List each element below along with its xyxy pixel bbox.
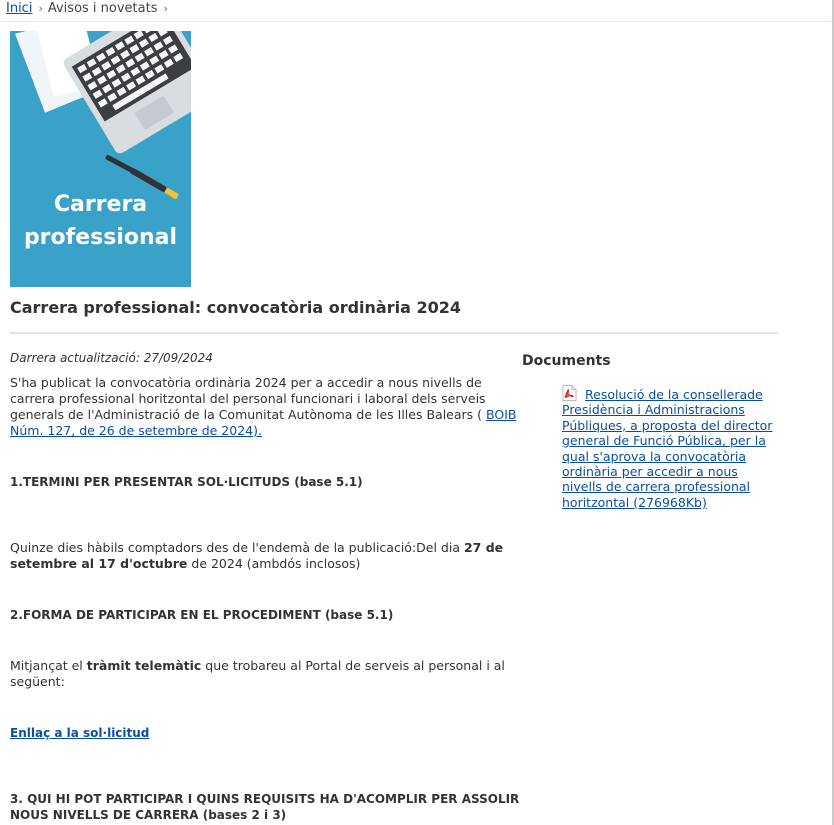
section-1-dates: 27 de setembre al 17 d'octubre (10, 540, 504, 571)
last-updated-date: Darrera actualització: 27/09/2024 (10, 351, 213, 365)
section-2-text-b: que trobareu al Portal de serveis al personal i al següent: (10, 658, 505, 689)
main-content (10, 351, 522, 822)
breadcrumb (6, 1, 173, 16)
documents-panel (522, 353, 782, 510)
application-link[interactable]: Enllaç a la sol·licitud (10, 726, 150, 740)
top-bar (0, 0, 831, 22)
section-2-title: 2.FORMA DE PARTICIPAR EN EL PROCEDIMENT (base 5.1) (10, 608, 394, 622)
page-title: Carrera professional: convocatòria ordinària 2024 (10, 298, 461, 317)
section-1-title: 1.TERMINI PER PRESENTAR SOL·LICITUDS (base 5.1) (10, 475, 363, 489)
section-2-bold: tràmit telemàtic (86, 658, 202, 673)
section-3-title: 3. QUI HI POT PARTICIPAR I QUINS REQUISITS HA D'ACOMPLIR PER ASSOLIR NOUS NIVELLS DE CARRERA (bases 2 i 3) (10, 792, 520, 822)
hero-title (10, 188, 191, 254)
breadcrumb-current: Avisos i novetats (47, 1, 158, 16)
intro-paragraph (10, 375, 522, 439)
hero-banner (10, 31, 191, 287)
hero-title-line-1: Carrera (53, 192, 148, 217)
intro-text: S'ha publicat la convocatòria ordinària 2024 per a accedir a nous nivells de carrera professional horitzontal del personal funcionari i laboral dels serveis generals de l'Administració de la Comunitat Autònoma de les Illes Balears ( (10, 375, 486, 422)
document-item (562, 385, 777, 510)
breadcrumb-home-link[interactable]: Inici (6, 1, 33, 16)
section-1-text-a: Quinze dies hàbils comptadors des de l'endemà de la publicació:Del dia (10, 540, 464, 555)
section-1-text-b: de 2024 (ambdós inclosos) (187, 556, 361, 571)
chevron-right-icon: › (38, 2, 43, 15)
section-2-paragraph (10, 658, 522, 690)
section-2-text-a: Mitjançat el (10, 658, 87, 673)
title-divider (10, 332, 778, 334)
boib-link[interactable]: BOIB Núm. 127, de 26 de setembre de 2024). (10, 407, 517, 438)
documents-title: Documents (522, 353, 611, 369)
document-link[interactable]: Resolució de la consellerade Presidència i Administracions Públiques, a proposta del director general de Funció Pública, per la qual s'aprova la convocatòria ordinària per accedir a nous nivells de carrera professional horitzontal (276968Kb) (562, 387, 773, 510)
pdf-icon (562, 385, 577, 401)
application-link-wrapper (10, 725, 149, 741)
hero-title-line-2: professional (23, 225, 178, 250)
chevron-right-icon: › (163, 2, 168, 15)
section-1-paragraph (10, 540, 522, 572)
